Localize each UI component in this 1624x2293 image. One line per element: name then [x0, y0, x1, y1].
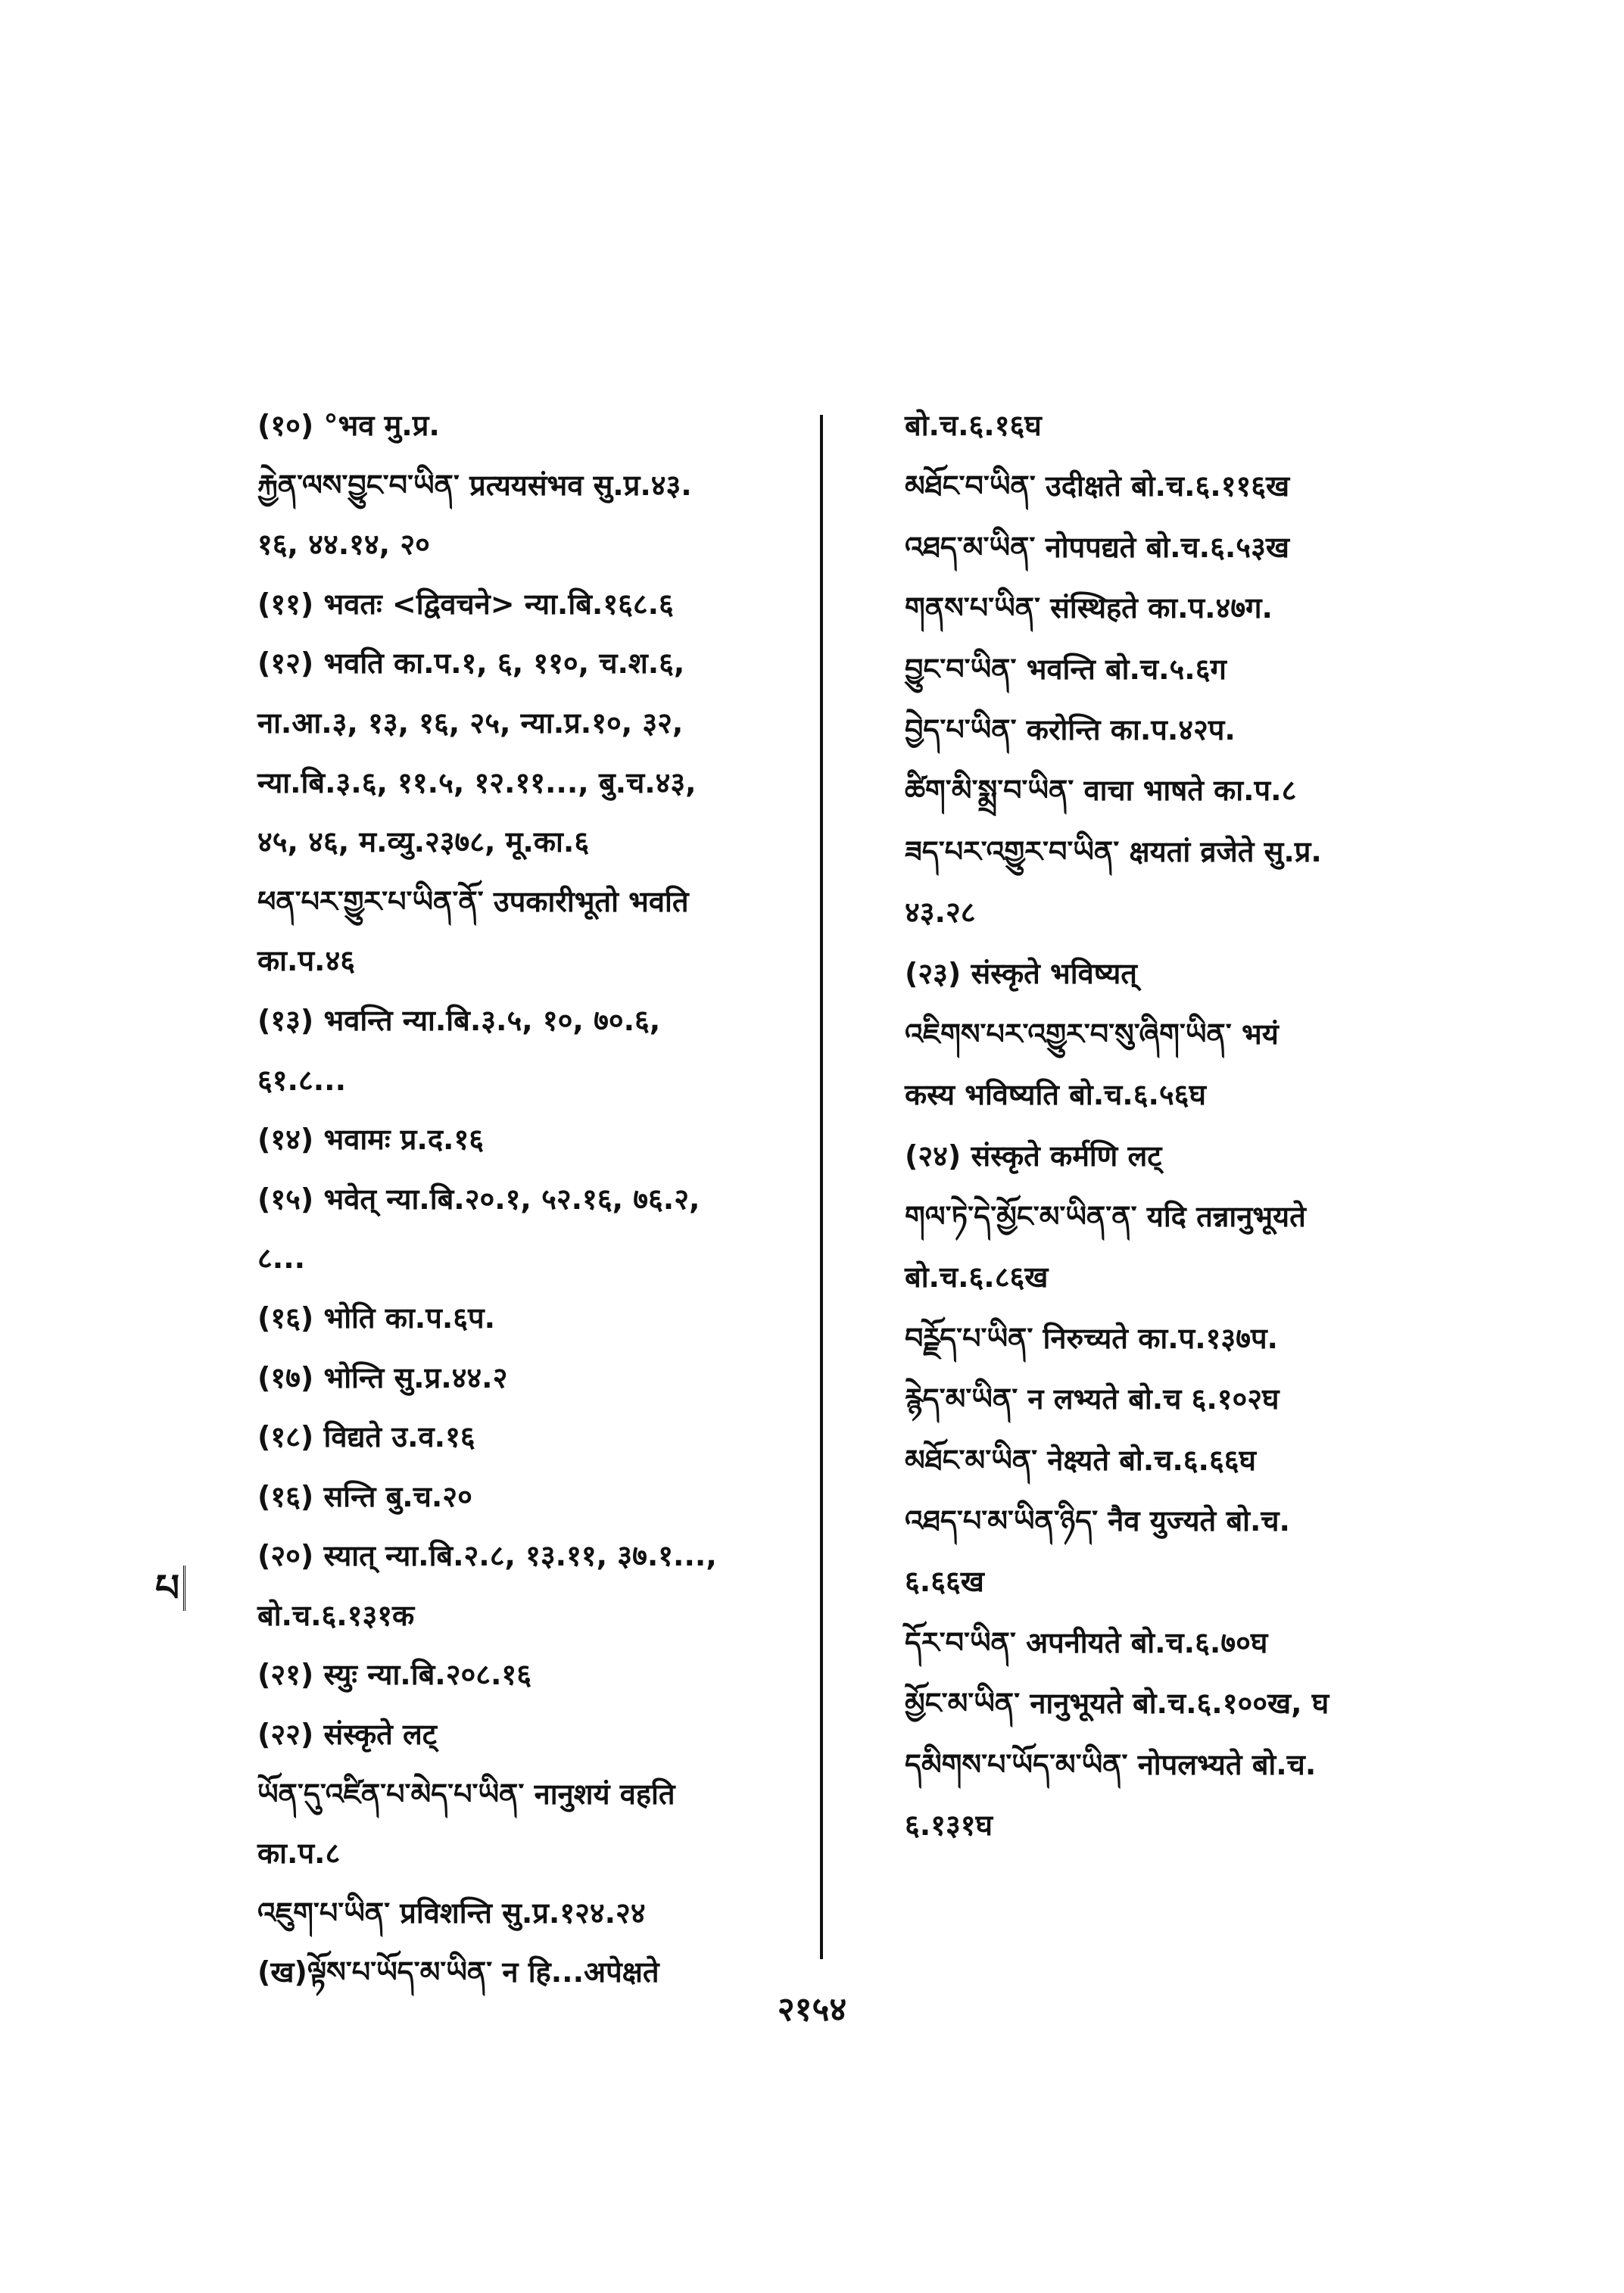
text-line: (१३) भवन्ति न्या.बि.३.५, १०, ७०.६,	[257, 1003, 661, 1037]
text-line: བྱེད་པ་ཡིན་ करोन्ति का.प.४२प.	[905, 712, 1236, 746]
page-number: २१५४	[777, 1990, 847, 2029]
text-line: མྱོང་མ་ཡིན་ नानुभूयते बो.च.६.१००ख, घ	[905, 1687, 1329, 1721]
text-line: རྙེད་མ་ཡིན་ न लभ्यते बो.च ६.१०२घ	[905, 1382, 1280, 1416]
text-line: འཇིགས་པར་འགྱུར་བ་སུ་ཞིག་ཡིན་ भयं	[905, 1017, 1279, 1051]
text-line: बो.च.६.१६घ	[905, 409, 1042, 442]
text-line: (१०) °भव मु.प्र.	[257, 409, 440, 442]
text-line: ६१.८...	[257, 1063, 347, 1097]
text-line: འཐད་པ་མ་ཡིན་ཉིད་ नैव युज्यते बो.च.	[905, 1504, 1290, 1538]
text-line: बो.च.६.१३१क	[257, 1598, 415, 1632]
text-line: (११) भवतः <द्विवचने> न्या.बि.१६८.६	[257, 587, 674, 621]
text-line: ཕན་པར་གྱུར་པ་ཡིན་ནོ་ उपकारीभूतो भवति	[257, 884, 689, 918]
text-line: བྱུང་བ་ཡིན་ भवन्ति बो.च.५.६ग	[905, 652, 1227, 686]
column-divider	[820, 415, 823, 1959]
text-line: དོར་བ་ཡིན་ अपनीयते बो.च.६.७०घ	[905, 1625, 1268, 1659]
text-line: (२४) संस्कृते कर्मणि लट्	[905, 1139, 1162, 1173]
text-line: (२२) संस्कृते लट्	[257, 1718, 437, 1752]
text-line: དམིགས་པ་ཡོད་མ་ཡིན་ नोपलभ्यते बो.च.	[905, 1747, 1317, 1781]
text-line: ६.१३१घ	[905, 1808, 993, 1842]
text-line: (१६) सन्ति बु.च.२०	[257, 1479, 472, 1513]
text-line: (१२) भवति का.प.१, ६, ११०, च.श.६,	[257, 646, 685, 681]
text-line: का.प.८	[257, 1837, 341, 1871]
text-line: (१७) भोन्ति सु.प्र.४४.२	[257, 1360, 508, 1394]
text-line: (२०) स्यात् न्या.बि.२.८, १३.११, ३७.१...,	[257, 1539, 717, 1573]
text-line: का.प.४६	[257, 944, 356, 978]
text-line: ८...	[257, 1242, 306, 1276]
text-line: १६, ४४.१४, २०	[257, 528, 430, 562]
text-line: ཡོན་དུ་འཛིན་པ་མེད་པ་ཡིན་ नानुशयं वहति	[257, 1777, 675, 1811]
text-line: གལ་ཏེ་དེ་མྱོང་མ་ཡིན་ན་ यदि तन्नानुभूयते	[905, 1200, 1306, 1234]
text-line: ४३.२८	[905, 896, 976, 930]
text-line: མཐོང་མ་ཡིན་ नेक्ष्यते बो.च.६.६६घ	[905, 1443, 1256, 1477]
text-line: ना.आ.३, १३, १६, २५, न्या.प्र.१०, ३२,	[257, 706, 684, 740]
text-line: བཪྗོད་པ་ཡིན་ निरुच्यते का.प.१३७प.	[905, 1321, 1278, 1355]
text-line: (१८) विद्यते उ.व.१६	[257, 1420, 475, 1454]
text-line: (१५) भवेत् न्या.बि.२०.१, ५२.१६, ७६.२,	[257, 1182, 700, 1216]
text-line: མཐོང་བ་ཡིན་ उदीक्षते बो.च.६.११६ख	[905, 469, 1290, 503]
text-line: (ख)ལྟོས་པ་ཡོད་མ་ཡིན་ न हि...अपेक्षते	[257, 1955, 659, 1989]
text-line: ཟད་པར་འགྱུར་བ་ཡིན་ क्षयतां व्रजेते सु.प्र.	[905, 834, 1322, 868]
text-line: འཐད་མ་ཡིན་ नोपपद्यते बो.च.६.५३ख	[905, 530, 1289, 564]
text-line: कस्य भविष्यति बो.च.६.५६घ	[905, 1078, 1206, 1112]
margin-mark: པ	[151, 1566, 185, 1611]
right-column	[905, 409, 1457, 1869]
text-line: न्या.बि.३.६, ११.५, १२.११..., बु.च.४३,	[257, 765, 697, 799]
text-line: (१६) भोति का.प.६प.	[257, 1301, 496, 1335]
text-line: གནས་པ་ཡིན་ संस्थिहते का.प.४७ग.	[905, 591, 1273, 625]
text-line: बो.च.६.८६ख	[905, 1260, 1049, 1294]
text-line: ६.६६ख	[905, 1565, 984, 1599]
text-line: འཇུག་པ་ཡིན་ प्रविशन्ति सु.प्र.१२४.२४	[257, 1896, 646, 1930]
left-column	[257, 409, 803, 2015]
text-line: (१४) भवामः प्र.द.१६	[257, 1123, 484, 1157]
text-line: རྐྱེན་ལས་བྱུང་བ་ཡིན་ प्रत्ययसंभव सु.प्र.४३.	[257, 468, 692, 502]
text-line: ཚིག་མི་སྨྲ་བ་ཡིན་ वाचा भाषते का.प.८	[905, 774, 1297, 808]
text-line: (२३) संस्कृते भविष्यत्	[905, 956, 1137, 990]
text-line: (२१) स्युः न्या.बि.२०८.१६	[257, 1658, 531, 1692]
text-line: ४५, ४६, म.व्यु.२३७८, मू.का.६	[257, 825, 590, 859]
